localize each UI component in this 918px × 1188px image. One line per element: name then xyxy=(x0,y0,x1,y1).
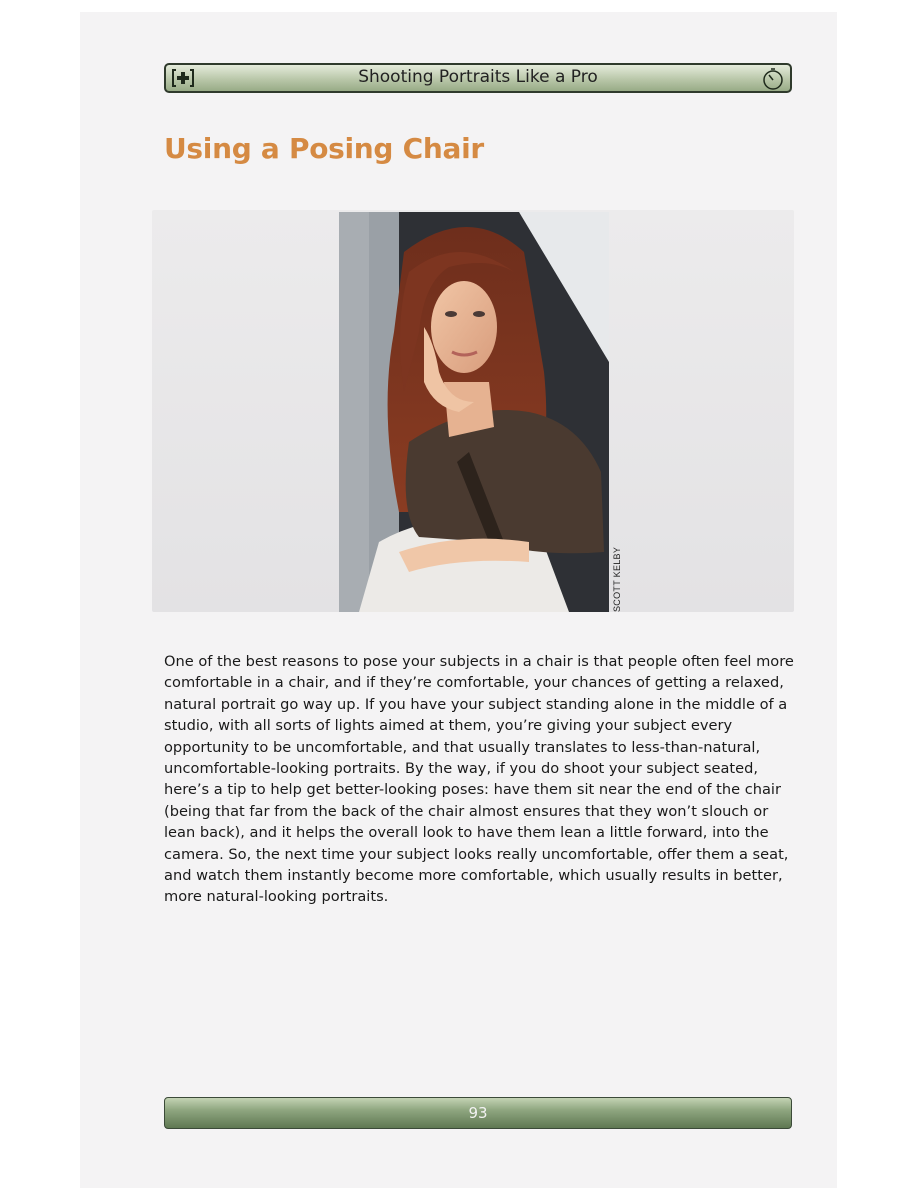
footer-bar xyxy=(164,1097,792,1129)
portrait-photo xyxy=(339,212,609,612)
chapter-header-bar xyxy=(164,63,792,93)
chapter-title: Shooting Portraits Like a Pro xyxy=(358,67,598,87)
photo-credit: SCOTT KELBY xyxy=(612,546,622,612)
page-number: 93 xyxy=(468,1104,488,1122)
body-paragraph: One of the best reasons to pose your subjects in a chair is that people often feel more comfortable in a chair, and if they’re comfortable, your chances of getting a relaxed, natural portrait go way up. If you have your subject standing alone in the middle of a studio, with all sorts of lights aimed at them, you’re giving your subject every opportunity to be uncomfortable, and that usually translates to less-than-natural, uncomfortable-looking portraits. By the way, if you do shoot your subject seated, here’s a tip to help get better-looking poses: have them sit near the end of the chair (being that far from the back of the chair almost ensures that they won’t slouch or lean back), and it helps the overall look to have them lean a little forward, into the camera. So, the next time your subject looks really uncomfortable, offer them a seat, and watch them instantly become more comfortable, which usually results in better, more natural-looking portraits. xyxy=(164,653,794,906)
section-title: Using a Posing Chair xyxy=(164,132,484,165)
timer-icon xyxy=(761,67,785,91)
